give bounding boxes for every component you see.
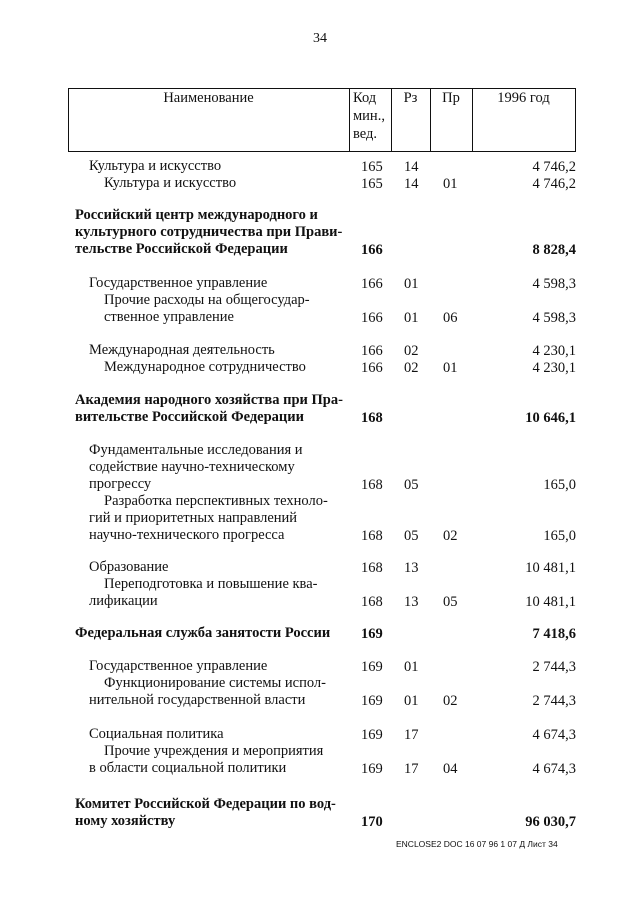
- row-kod: 169: [361, 659, 383, 675]
- row-label: Комитет Российской Федерации по вод-: [75, 796, 336, 812]
- row-pr: 04: [443, 761, 458, 777]
- row-rz: 02: [404, 343, 419, 359]
- row-rz: 05: [404, 477, 419, 493]
- row-label: Международное сотрудничество: [104, 359, 306, 375]
- row-rz: 01: [404, 276, 419, 292]
- row-value: 165,0: [543, 477, 576, 493]
- row-rz: 05: [404, 528, 419, 544]
- row-rz: 01: [404, 693, 419, 709]
- row-kod: 169: [361, 727, 383, 743]
- row-value: 2 744,3: [532, 693, 576, 709]
- row-label: содействие научно-техническому: [89, 459, 295, 475]
- row-kod: 165: [361, 176, 383, 192]
- row-label: культурного сотрудничества при Прави-: [75, 224, 343, 240]
- row-rz: 14: [404, 159, 419, 175]
- row-value: 4 674,3: [532, 761, 576, 777]
- row-label: Международная деятельность: [89, 342, 275, 358]
- page-number: 34: [313, 31, 327, 46]
- row-rz: 17: [404, 761, 419, 777]
- row-value: 4 746,2: [532, 159, 576, 175]
- row-rz: 14: [404, 176, 419, 192]
- row-label: Прочие расходы на общегосудар-: [104, 292, 310, 308]
- row-value: 8 828,4: [532, 242, 576, 258]
- row-value: 7 418,6: [532, 626, 576, 642]
- row-label: вительстве Российской Федерации: [75, 409, 304, 425]
- row-kod: 166: [361, 360, 383, 376]
- header-kod-line-1: Код: [353, 90, 377, 106]
- row-label: Культура и искусство: [89, 158, 222, 174]
- header-rz: Рз: [403, 90, 418, 106]
- row-label: Академия народного хозяйства при Пра-: [75, 392, 343, 408]
- row-label: Федеральная служба занятости России: [75, 625, 331, 641]
- row-label: Государственное управление: [89, 275, 268, 291]
- row-kod: 168: [361, 594, 383, 610]
- row-pr: 06: [443, 310, 458, 326]
- row-kod: 170: [361, 814, 383, 830]
- row-pr: 01: [443, 176, 458, 192]
- row-label: Российский центр международного и: [75, 207, 318, 223]
- header-year: 1996 год: [497, 90, 550, 106]
- row-value: 4 230,1: [532, 343, 576, 359]
- row-value: 4 598,3: [532, 310, 576, 326]
- row-value: 96 030,7: [525, 814, 576, 830]
- table-header: [68, 88, 576, 152]
- document-footer: ENCLOSE2 DOC 16 07 96 1 07 Д Лист 34: [396, 839, 558, 849]
- header-name: Наименование: [163, 90, 254, 106]
- row-rz: 01: [404, 310, 419, 326]
- row-label: Культура и искусство: [104, 175, 237, 191]
- row-label: ственное управление: [104, 309, 234, 325]
- row-label: Социальная политика: [89, 726, 224, 742]
- row-pr: 02: [443, 693, 458, 709]
- row-value: 165,0: [543, 528, 576, 544]
- row-label: Образование: [89, 559, 169, 575]
- row-pr: 01: [443, 360, 458, 376]
- row-kod: 168: [361, 477, 383, 493]
- row-label: в области социальной политики: [89, 760, 287, 776]
- row-value: 4 598,3: [532, 276, 576, 292]
- header-pr: Пр: [442, 90, 460, 106]
- row-label: Прочие учреждения и мероприятия: [104, 743, 324, 759]
- row-value: 2 744,3: [532, 659, 576, 675]
- row-kod: 169: [361, 761, 383, 777]
- row-kod: 168: [361, 410, 383, 426]
- row-rz: 13: [404, 594, 419, 610]
- row-value: 4 746,2: [532, 176, 576, 192]
- row-label: тельстве Российской Федерации: [75, 241, 288, 257]
- row-value: 10 481,1: [525, 594, 576, 610]
- row-label: Государственное управление: [89, 658, 268, 674]
- row-kod: 168: [361, 560, 383, 576]
- row-kod: 169: [361, 693, 383, 709]
- row-label: Функционирование системы испол-: [104, 675, 326, 691]
- row-kod: 165: [361, 159, 383, 175]
- header-kod-line-2: мин.,: [353, 108, 385, 124]
- row-label: нительной государственной власти: [89, 692, 306, 708]
- row-kod: 166: [361, 242, 383, 258]
- row-value: 4 674,3: [532, 727, 576, 743]
- row-label: Переподготовка и повышение ква-: [104, 576, 318, 592]
- row-label: Разработка перспективных техноло-: [104, 493, 328, 509]
- row-label: ному хозяйству: [75, 813, 176, 829]
- row-label: лификации: [89, 593, 158, 609]
- header-kod-line-3: вед.: [353, 126, 378, 142]
- row-rz: 01: [404, 659, 419, 675]
- row-rz: 13: [404, 560, 419, 576]
- row-kod: 169: [361, 626, 383, 642]
- row-pr: 05: [443, 594, 458, 610]
- row-value: 10 481,1: [525, 560, 576, 576]
- row-kod: 166: [361, 343, 383, 359]
- row-label: прогрессу: [89, 476, 152, 492]
- row-rz: 17: [404, 727, 419, 743]
- row-value: 4 230,1: [532, 360, 576, 376]
- row-kod: 166: [361, 310, 383, 326]
- row-kod: 168: [361, 528, 383, 544]
- row-label: гий и приоритетных направлений: [89, 510, 298, 526]
- row-rz: 02: [404, 360, 419, 376]
- header-kod: [353, 89, 391, 143]
- row-label: Фундаментальные исследования и: [89, 442, 303, 458]
- row-kod: 166: [361, 276, 383, 292]
- row-value: 10 646,1: [525, 410, 576, 426]
- row-label: научно-технического прогресса: [89, 527, 285, 543]
- row-pr: 02: [443, 528, 458, 544]
